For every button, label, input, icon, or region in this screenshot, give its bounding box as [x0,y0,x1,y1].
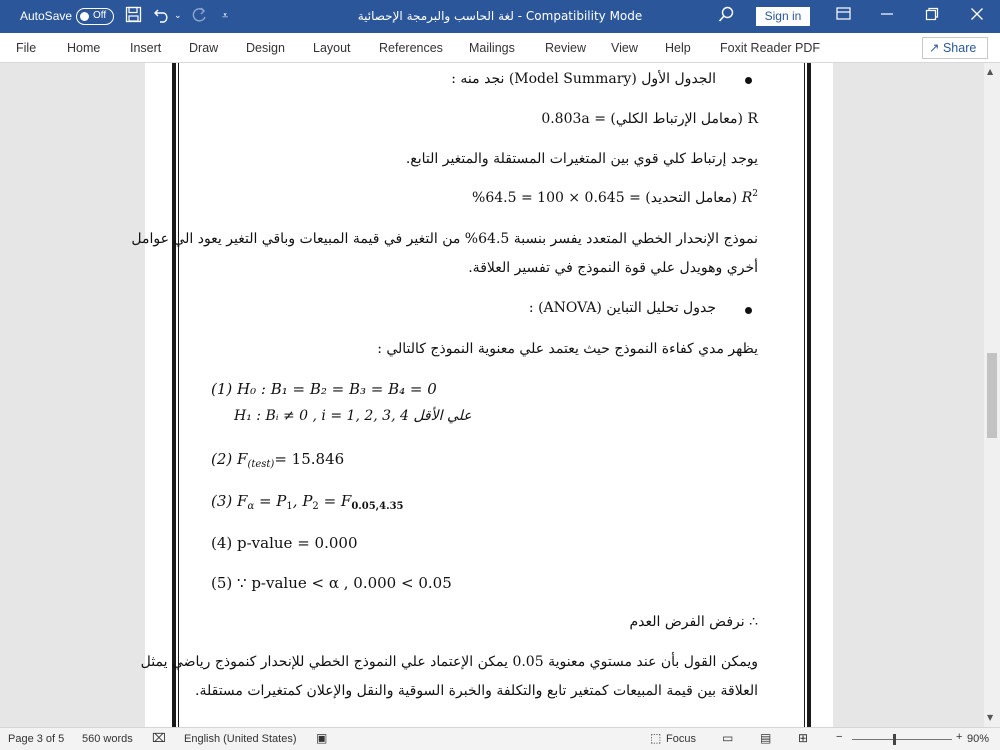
close-icon[interactable] [970,6,984,26]
word-count[interactable]: 560 words [82,733,133,745]
p-value: (4) p-value = 0.000 [211,534,358,552]
proofing-icon[interactable]: ⌧ [152,731,166,745]
tab-layout[interactable]: Layout [313,41,351,55]
tab-help[interactable]: Help [665,41,691,55]
p2-symbol: , P [292,492,313,510]
redo-icon[interactable] [190,6,208,28]
tab-mailings[interactable]: Mailings [469,41,515,55]
scroll-thumb[interactable] [987,353,997,438]
bullet-icon [745,77,752,84]
save-icon[interactable] [125,6,142,28]
doc-line-conclusion: ويمكن القول بأن عند مستوي معنوية 0.05 يمكن الإعتماد علي النموذج الخطي للإنحدار كنموذج رياضي يمثل [140,654,758,670]
doc-line-interpretation: نموذج الإنحدار الخطي المتعدد يفسر بنسبة 64.5% من التغير في قيمة المبيعات وباقي التغير يعود الي عوامل [131,231,758,247]
f-symbol: (2) F [211,450,248,468]
p1-symbol: = P [254,492,287,510]
autosave-label: AutoSave [20,9,73,23]
f-test-number: = 15.846 [274,450,345,468]
focus-icon: ⬚ [650,731,662,745]
tab-references[interactable]: References [379,41,443,55]
r-squared-text: (معامل التحديد) = 0.645 × 100 = 64.5% [472,190,738,206]
restore-icon[interactable] [925,6,939,26]
share-label: Share [942,41,977,55]
doc-line-model-summary: الجدول الأول (Model Summary) نجد منه : [451,71,716,87]
document-title: لغة الحاسب والبرمجة الإحصائية - Compatibility Mode [357,9,643,23]
doc-line-model-efficiency: يظهر مدي كفاءة النموذج حيث يعتمد علي معنوية النموذج كالتالي : [377,341,758,357]
tab-file[interactable]: File [16,41,37,55]
p2-subscript: 2 [312,501,319,512]
status-bar [0,727,1000,750]
focus-mode-button[interactable]: Focus [666,733,696,745]
ribbon-tabs [0,33,1000,63]
r-superscript: 2 [752,189,758,199]
f-test-value [211,450,344,470]
bullet-icon [745,307,752,314]
accessibility-icon[interactable]: ▣ [316,731,328,745]
ribbon-display-icon[interactable] [836,6,851,26]
tab-review[interactable]: Review [545,41,586,55]
page-count[interactable]: Page 3 of 5 [8,733,65,745]
zoom-in-icon[interactable]: + [956,731,963,743]
f-alpha-value [211,492,404,512]
doc-line-r-value: R (معامل الإرتباط الكلي) = 0.803a [541,111,758,127]
doc-line-interpretation-2: أخري وهويدل علي قوة النموذج في تفسير العلاقة. [468,260,758,276]
doc-line-r-squared [472,189,758,206]
r-symbol: R [741,190,753,206]
p-value-comparison: (5) ∵ p-value < α , 0.000 < 0.05 [211,574,452,592]
doc-line-correlation: يوجد إرتباط كلي قوي بين المتغيرات المستقلة والمتغير التابع. [405,151,758,167]
share-button[interactable] [922,37,988,59]
share-icon: ↗ [929,41,940,55]
hypothesis-h1: H₁ : Bᵢ ≠ 0 , i = 1, 2, 3, 4 علي الأقل [234,408,472,424]
doc-line-reject-null: ∴ نرفض الفرض العدم [629,614,758,630]
scroll-down-icon[interactable]: ▼ [987,713,994,722]
document-area [0,63,984,727]
f-alpha-symbol: (3) F [211,492,248,510]
p1-subscript: 1 [286,501,293,512]
language-label[interactable]: English (United States) [184,733,297,745]
toggle-state: Off [93,10,107,21]
f-test-subscript: (test) [247,459,275,470]
toggle-knob [80,12,89,21]
sign-in-button[interactable]: Sign in [756,7,810,26]
zoom-slider-thumb[interactable] [893,734,896,745]
f-table-subscript: 0.05,4.35 [351,501,404,512]
undo-icon[interactable] [153,6,171,28]
zoom-slider[interactable] [852,739,952,740]
undo-dropdown-icon[interactable]: ⌄ [174,11,182,21]
scroll-up-icon[interactable]: ▲ [987,67,994,76]
tab-insert[interactable]: Insert [130,41,162,55]
zoom-out-icon[interactable]: − [836,731,843,743]
tab-view[interactable]: View [611,41,638,55]
vertical-scrollbar[interactable] [984,63,1000,727]
doc-line-conclusion-2: العلاقة بين قيمة المبيعات كمتغير تابع والتكلفة والخبرة السوقية والنقل والإعلان كمتغيرات مستقلة. [195,683,758,699]
tab-design[interactable]: Design [246,41,285,55]
search-icon[interactable] [718,6,735,28]
tab-draw[interactable]: Draw [189,41,219,55]
tab-home[interactable]: Home [67,41,101,55]
hypothesis-h0: (1) H₀ : B₁ = B₂ = B₃ = B₄ = 0 [211,380,437,398]
read-mode-icon[interactable]: ▭ [722,731,734,745]
doc-line-anova: جدول تحليل التباين (ANOVA) : [528,300,716,316]
zoom-level[interactable]: 90% [967,733,990,745]
web-layout-icon[interactable]: ⊞ [798,731,809,745]
minimize-icon[interactable] [880,6,894,26]
tab-foxit-reader-pdf[interactable]: Foxit Reader PDF [720,41,821,55]
title-bar [0,0,1000,33]
customize-icon[interactable]: ⩡ [222,9,229,22]
autosave-toggle[interactable] [76,8,114,25]
print-layout-icon[interactable]: ▤ [760,731,772,745]
f-table-symbol: = F [318,492,352,510]
alpha-subscript: α [247,501,255,512]
